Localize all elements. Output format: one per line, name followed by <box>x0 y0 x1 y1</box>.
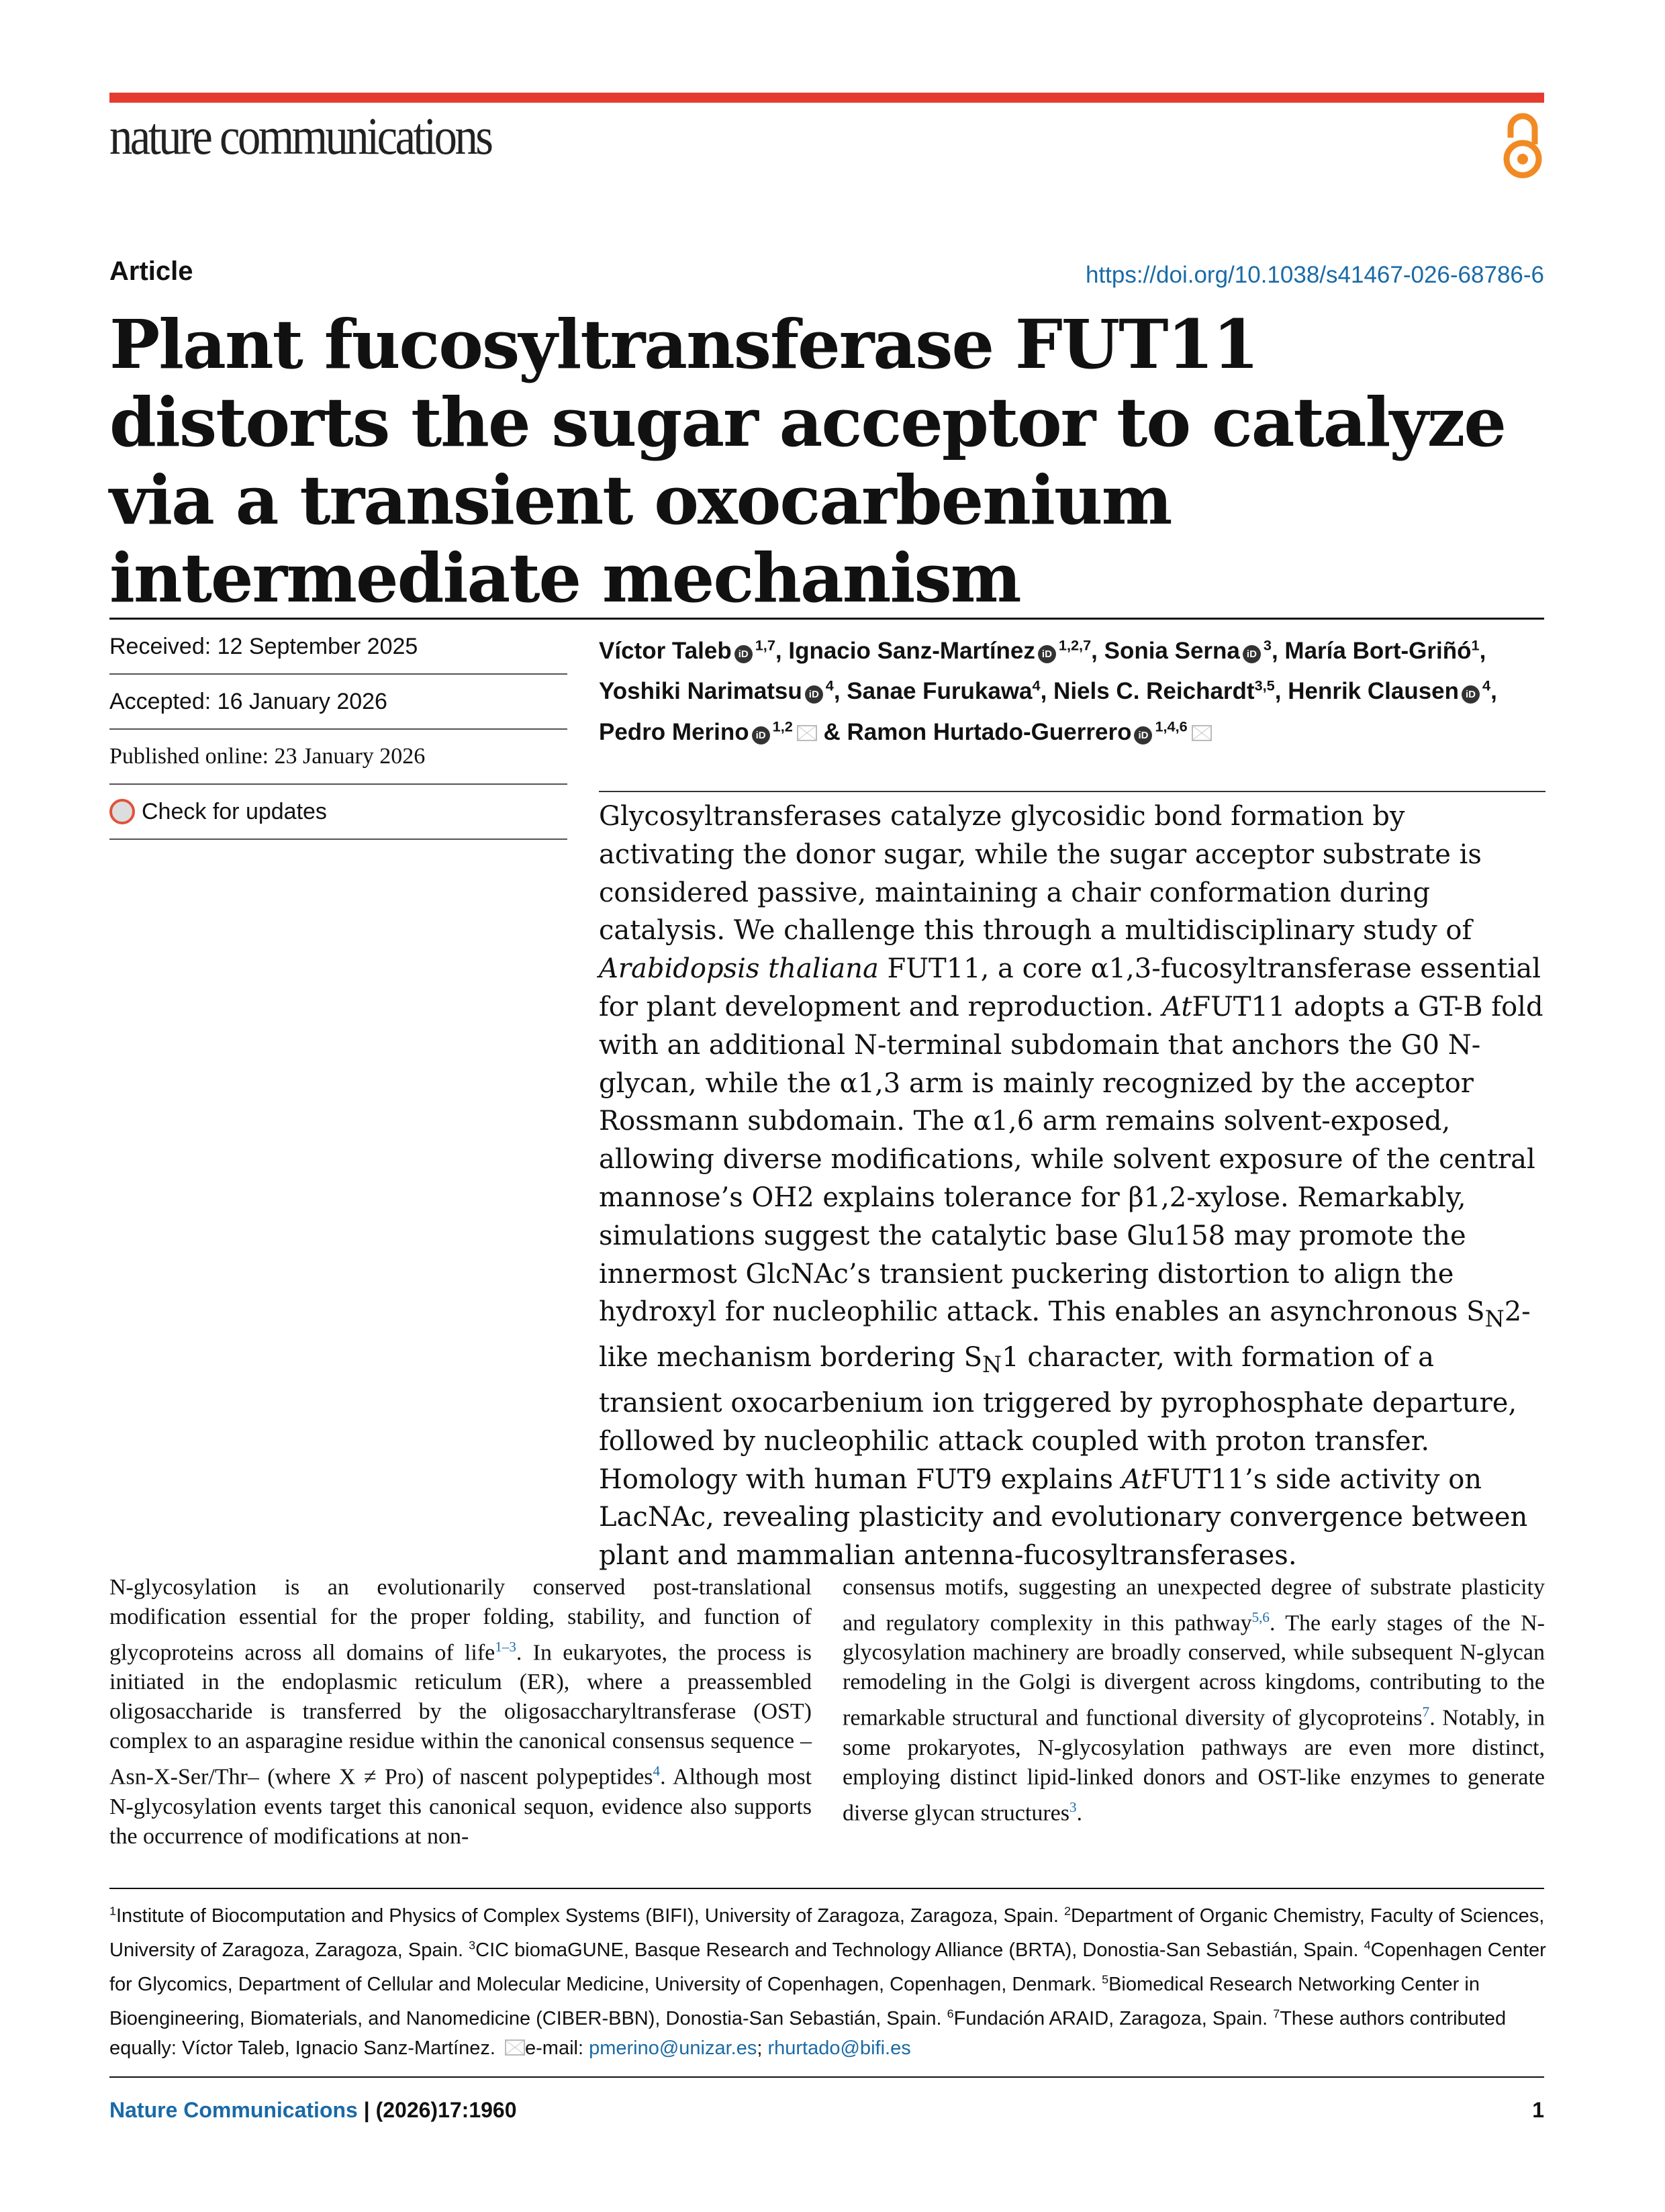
check-for-updates-button[interactable] <box>109 785 567 840</box>
check-updates-icon <box>109 799 135 824</box>
received-date: Received: 12 September 2025 <box>109 620 567 675</box>
footer-volume: | (2026)17:1960 <box>357 2098 517 2122</box>
author-name: Ignacio Sanz-Martínez <box>788 637 1035 664</box>
orcid-icon[interactable]: iD <box>1134 726 1152 744</box>
author-affiliation: 1,4,6 <box>1155 718 1188 735</box>
orcid-icon[interactable]: iD <box>1462 685 1480 704</box>
check-updates-label: Check for updates <box>142 798 327 824</box>
author-name: Yoshiki Narimatsu <box>599 678 802 705</box>
author-name: Pedro Merino <box>599 718 749 745</box>
author-affiliation: 4 <box>825 677 834 694</box>
orcid-icon[interactable]: iD <box>752 726 770 744</box>
body-column-right: consensus motifs, suggesting an unexpected degree of substrate plasticity and regulatory complexity in this pathway$^{5,6}$. The early stages of the N-glycosylation machinery are broadly conserved, while subsequent N-glycan remodeling in the Golgi is divergent across kingdoms, contributing to the remarkable structural and functional diversity of glycoproteins$^7$. Notably, in some prokaryotes, N-glycosylation pathways are even more distinct, employing distinct lipid-linked donors and OST-like enzymes to generate diverse glycan structures$^3$. <box>843 1575 1545 1825</box>
divider <box>599 791 1545 792</box>
affiliations-text: $^1$Institute of Biocomputation and Physics of Complex Systems (BIFI), University of Zaragoza, Zaragoza, Spain. $^2$Department of Organic Chemistry, Faculty of Sciences, University of Zaragoza, Zaragoza, Spain. $^3$CIC biomaGUNE, Basque Research and Technology Alliance (BRTA), Donostia-San Sebastián, Spain. $^4$Copenhagen Center for Glycomics, Department of Cellular and Molecular Medicine, University of Copenhagen, Copenhagen, Denmark. $^5$Biomedical Research Networking Center in Bioengineering, Biomaterials, and Nanomedicine (CIBER-BBN), Donostia-San Sebastián, Spain. $^6$Fundación ARAID, Zaragoza, Spain. $^7$These authors contributed equally: Víctor Taleb, Ignacio Sanz-Martínez. <box>109 1904 1546 2059</box>
author <box>847 719 1212 745</box>
footer-journal-link[interactable]: Nature Communications <box>109 2098 358 2122</box>
abstract: Glycosyltransferases catalyze glycosidic bond formation by activating the donor sugar, while the sugar acceptor substrate is considered passive, maintaining a chair conformation during catalysis. We challenge this through a multidisciplinary study of Arabidopsis thaliana FUT11, a core α1,3-fucosyltransferase essential for plant development and reproduction. AtFUT11 adopts a GT-B fold with an additional N-terminal subdomain that anchors the G0 N-glycan, while the α1,3 arm is mainly recognized by the acceptor Rossmann subdomain. The α1,6 arm remains solvent-exposed, allowing diverse modifications, while solvent exposure of the central mannose’s OH2 explains tolerance for β1,2-xylose. Remarkably, simulations suggest the catalytic base Glu158 may promote the innermost GlcNAc’s transient puckering distortion to align the hydroxyl for nucleophilic attack. This enables an asynchronous $S_N2$-like mechanism bordering $S_N1$ character, with formation of a transient oxocarbenium ion triggered by pyrophosphate departure, followed by nucleophilic attack coupled with proton transfer. Homology with human FUT9 explains AtFUT11’s side activity on LacNAc, revealing plasticity and evolutionary convergence between plant and mammalian antenna-fucosyltransferases. <box>599 801 1543 1572</box>
author-affiliation: 1,2,7 <box>1058 636 1092 653</box>
author: Pedro Merino iD$^{1,2}$ & <box>599 718 847 745</box>
author-affiliation: 1 <box>1471 636 1480 653</box>
affiliations: $^1$Institute of Biocomputation and Physics of Complex Systems (BIFI), University of Zaragoza, Zaragoza, Spain. $^2$Department of Organic Chemistry, Faculty of Sciences, University of Zaragoza, Zaragoza, Spain. $^3$CIC biomaGUNE, Basque Research and Technology Alliance (BRTA), Donostia-San Sebastián, Spain. $^4$Copenhagen Center for Glycomics, Department of Cellular and Molecular Medicine, University of Copenhagen, Copenhagen, Denmark. $^5$Biomedical Research Networking Center in Bioengineering, Biomaterials, and Nanomedicine (CIBER-BBN), Donostia-San Sebastián, Spain. $^6$Fundación ARAID, Zaragoza, Spain. $^7$These authors contributed equally: Víctor Taleb, Ignacio Sanz-Martínez. e-mail: pmerino@unizar.es; rhurtado@bifi.es <box>109 1904 1546 2059</box>
author: Sanae Furukawa$^4$, <box>847 677 1054 705</box>
email-link[interactable]: pmerino@unizar.es <box>589 2037 757 2059</box>
accepted-date: Accepted: 16 January 2026 <box>109 675 567 730</box>
author-affiliation: 3 <box>1263 636 1272 653</box>
author-name: Víctor Taleb <box>599 637 732 664</box>
email-label: e-mail: <box>525 2037 589 2059</box>
author-name: Sanae Furukawa <box>847 678 1033 705</box>
body-column-left: N-glycosylation is an evolutionarily conserved post-translational modification essential for the proper folding, stability, and function of glycoproteins across all domains of life$^{1-3}$. In eukaryotes, the process is initiated in the endoplasmic reticulum (ER), where a preassembled oligosaccharide is transferred by the oligosaccharyltransferase (OST) complex to an asparagine residue within the canonical consensus sequence –Asn-X-Ser/Thr– (where X ≠ Pro) of nascent polypeptides$^4$. Although most N-glycosylation events target this canonical sequon, evidence also supports the occurrence of modifications at non- <box>109 1575 812 1849</box>
author: Sonia Serna $iD^3$, <box>1104 636 1285 664</box>
author-affiliation: 1,2 <box>772 718 793 735</box>
open-access-icon <box>1501 111 1544 181</box>
divider <box>109 2076 1544 2078</box>
divider <box>109 1888 1544 1889</box>
journal-accent-bar <box>109 93 1544 103</box>
email-icon[interactable] <box>1192 725 1212 741</box>
author-name: Niels C. Reichardt <box>1053 678 1255 705</box>
author-name: Ramon Hurtado-Guerrero <box>847 718 1132 745</box>
author: Víctor Taleb iD$^{1,7}$, <box>599 636 789 664</box>
author: Yoshiki Narimatsu $iD^4$, <box>599 677 847 705</box>
article-type: Article <box>109 256 193 286</box>
orcid-icon[interactable]: iD <box>805 685 823 704</box>
author-affiliation: 4 <box>1032 677 1041 694</box>
orcid-icon[interactable]: iD <box>734 645 753 663</box>
author: María Bort-Griñó$^1$, <box>1284 636 1486 664</box>
author-affiliation: 3,5 <box>1254 677 1275 694</box>
article-title: Plant fucosyltransferase FUT11 distorts the sugar acceptor to catalyze via a transient oxocarbenium intermediate mechanism <box>109 305 1506 618</box>
journal-logo: nature communications <box>109 107 491 165</box>
author: Ignacio Sanz-Martínez iD$^{1,2,7}$, <box>788 636 1104 664</box>
author: Niels C. Reichardt$^{3,5}$, <box>1053 677 1288 705</box>
footer-citation <box>109 2098 517 2123</box>
email-icon <box>505 2039 525 2056</box>
author-list <box>599 628 1545 750</box>
orcid-icon[interactable]: iD <box>1038 645 1056 663</box>
author: Henrik Clausen $iD^4$, <box>1288 677 1497 705</box>
author-affiliation: 4 <box>1482 677 1491 694</box>
author-name: María Bort-Griñó <box>1284 637 1472 664</box>
email-link[interactable]: rhurtado@bifi.es <box>767 2037 911 2059</box>
email-icon[interactable] <box>797 725 817 741</box>
doi-link[interactable]: https://doi.org/10.1038/s41467-026-68786-6 <box>1085 262 1544 288</box>
dates-panel <box>109 620 567 840</box>
author-name: Sonia Serna <box>1104 637 1240 664</box>
published-date: Published online: 23 January 2026 <box>109 730 567 785</box>
author-name: Henrik Clausen <box>1288 678 1460 705</box>
author-affiliation: 1,7 <box>755 636 775 653</box>
page-number: 1 <box>1532 2098 1544 2122</box>
orcid-icon[interactable]: iD <box>1243 645 1261 663</box>
